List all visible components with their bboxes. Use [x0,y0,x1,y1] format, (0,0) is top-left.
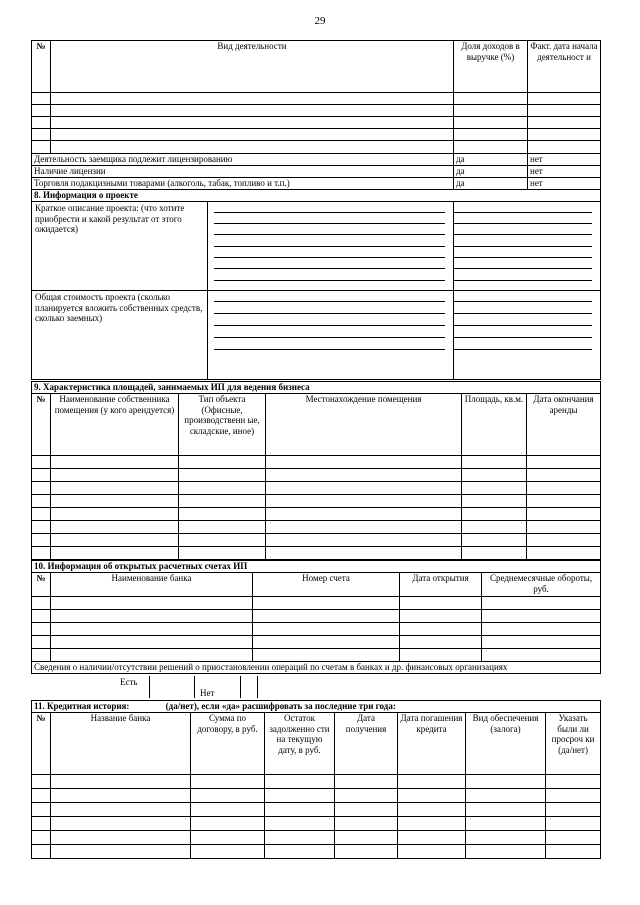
accounts-table [31,560,601,674]
col-outstanding-debt: Остаток задолженно сти на текущую дату, в руб. [265,713,335,775]
activity-table [31,40,601,380]
table-row[interactable] [32,93,601,105]
excise-yes[interactable]: да [454,178,528,190]
decisions-yes-label: Есть [120,677,138,687]
excise-label: Торговля подакцизными товарами (алкоголь, табак, топливо и т.п.) [32,178,454,190]
license-label: Наличие лицензии [32,166,454,178]
project-cost-field[interactable] [208,291,453,379]
col-bank-name: Наименование банка [51,573,253,597]
decisions-no-label: Нет [200,688,215,698]
col-repayment-date: Дата погашения кредита [398,713,466,775]
col-bank-name: Название банка [51,713,191,775]
licensing-no[interactable]: нет [528,154,601,166]
col-contract-sum: Сумма по договору, в руб. [191,713,265,775]
col-overdue: Указать были ли просроч ки (да/нет) [546,713,601,775]
project-description-field[interactable] [208,202,453,290]
table-row[interactable] [32,789,601,803]
table-row[interactable] [32,649,601,662]
col-account-number: Номер счета [253,573,400,597]
table-row[interactable] [32,482,601,495]
col-open-date: Дата открытия [400,573,482,597]
table-row[interactable] [32,456,601,469]
license-no[interactable]: нет [528,166,601,178]
col-number: № [32,41,51,93]
table-row[interactable] [32,831,601,845]
table-row[interactable] [32,623,601,636]
col-number: № [32,573,51,597]
table-row[interactable] [32,845,601,859]
section10-title: 10. Информация об открытых расчетных счетах ИП [32,561,601,573]
table-row[interactable] [32,610,601,623]
licensing-label: Деятельность заемщика подлежит лицензированию [32,154,454,166]
license-yes[interactable]: да [454,166,528,178]
table-row[interactable] [32,105,601,117]
table-row[interactable] [32,117,601,129]
col-lease-end: Дата окончания аренды [527,394,601,456]
table-row[interactable] [32,508,601,521]
decisions-no-checkbox[interactable] [240,676,258,698]
project-cost-label: Общая стоимость проекта (сколько планируется вложить собственных средств, сколько заемных) [32,291,208,379]
col-monthly-turnover: Среднемесячные обороты, руб. [482,573,601,597]
table-row[interactable] [32,817,601,831]
table-row[interactable] [32,534,601,547]
section9-title: 9. Характеристика площадей, занимаемых ИП для ведения бизнеса [32,382,601,394]
col-receipt-date: Дата получения [335,713,398,775]
premises-table [31,381,601,560]
table-row[interactable] [32,636,601,649]
table-row[interactable] [32,547,601,560]
section11-note: (да/нет), если «да» расшифровать за последние три года: [165,701,396,711]
section11-title: 11. Кредитная история: [34,701,130,711]
suspension-decisions-label: Сведения о наличии/отсутствии решений о приостановлении операций по счетам в банках и др. финансовых организациях [32,662,601,674]
table-row[interactable] [32,597,601,610]
page-number: 29 [314,15,326,27]
table-row[interactable] [32,521,601,534]
col-location: Местонахождение помещения [266,394,462,456]
col-area: Площадь, кв.м. [462,394,527,456]
table-row[interactable] [32,129,601,141]
col-number: № [32,713,51,775]
table-row[interactable] [32,469,601,482]
col-income-share: Доля доходов в выручке (%) [454,41,528,93]
table-row[interactable] [32,775,601,789]
col-start-date: Факт. дата начала деятельност и [528,41,601,93]
col-object-type: Тип объекта (Офисные, производственн ые, складские, иное) [179,394,266,456]
table-row[interactable] [32,803,601,817]
col-activity-type: Вид деятельности [51,41,454,93]
section8-title: 8. Информация о проекте [32,190,601,202]
project-description-label: Краткое описание проекта: (что хотите приобрести и какой результат от этого ожидается) [32,202,208,290]
col-collateral-type: Вид обеспечения (залога) [466,713,546,775]
col-owner-name: Наименование собственника помещения (у кого арендуется) [51,394,179,456]
excise-no[interactable]: нет [528,178,601,190]
decisions-yes-checkbox[interactable] [149,676,195,698]
credit-history-table [31,700,601,859]
table-row[interactable] [32,495,601,508]
table-row[interactable] [32,141,601,154]
licensing-yes[interactable]: да [454,154,528,166]
col-number: № [32,394,51,456]
